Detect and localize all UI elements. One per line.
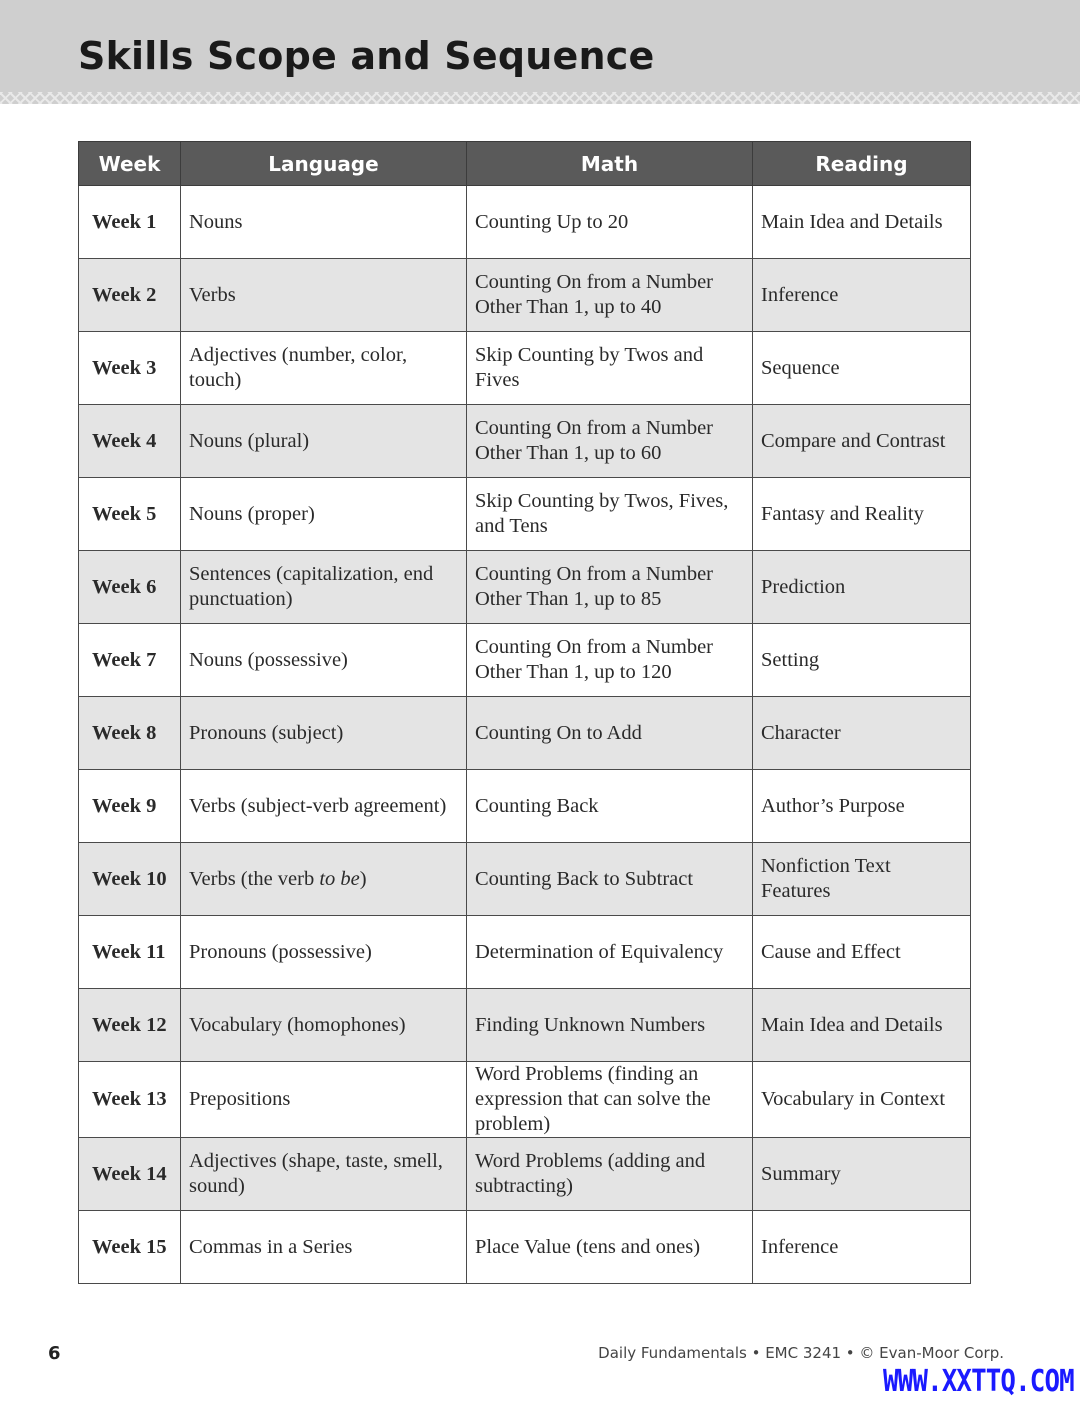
reading-cell: Inference [753, 1211, 971, 1284]
week-cell: Week 6 [79, 551, 181, 624]
week-cell: Week 11 [79, 916, 181, 989]
reading-cell: Prediction [753, 551, 971, 624]
math-cell: Counting Back to Subtract [467, 843, 753, 916]
math-cell: Word Problems (finding an expression that can solve the problem) [467, 1062, 753, 1138]
footer-credit: Daily Fundamentals • EMC 3241 • © Evan-Moor Corp. [598, 1344, 1004, 1362]
language-cell: Prepositions [181, 1062, 467, 1138]
week-cell: Week 8 [79, 697, 181, 770]
week-cell: Week 13 [79, 1062, 181, 1138]
language-cell: Nouns (proper) [181, 478, 467, 551]
week-cell: Week 14 [79, 1138, 181, 1211]
reading-cell: Inference [753, 259, 971, 332]
language-cell: Verbs (the verb to be) [181, 843, 467, 916]
watermark: WWW.XXTTQ.COM [883, 1364, 1074, 1399]
reading-cell: Fantasy and Reality [753, 478, 971, 551]
math-cell: Finding Unknown Numbers [467, 989, 753, 1062]
table-row [79, 843, 971, 916]
reading-cell: Cause and Effect [753, 916, 971, 989]
reading-cell: Main Idea and Details [753, 989, 971, 1062]
week-cell: Week 4 [79, 405, 181, 478]
table-row [79, 697, 971, 770]
math-cell: Place Value (tens and ones) [467, 1211, 753, 1284]
language-cell: Nouns [181, 186, 467, 259]
language-cell: Verbs [181, 259, 467, 332]
math-cell: Skip Counting by Twos, Fives, and Tens [467, 478, 753, 551]
week-cell: Week 12 [79, 989, 181, 1062]
table-row [79, 770, 971, 843]
week-cell: Week 9 [79, 770, 181, 843]
header-language: Language [181, 142, 467, 186]
table-row [79, 624, 971, 697]
language-cell: Vocabulary (homophones) [181, 989, 467, 1062]
header-reading: Reading [753, 142, 971, 186]
table-row [79, 551, 971, 624]
header-week: Week [79, 142, 181, 186]
reading-cell: Author’s Purpose [753, 770, 971, 843]
header-border-pattern [0, 92, 1080, 104]
table-row [79, 405, 971, 478]
week-cell: Week 2 [79, 259, 181, 332]
language-cell: Nouns (possessive) [181, 624, 467, 697]
table-row [79, 916, 971, 989]
math-cell: Counting On from a Number Other Than 1, up to 120 [467, 624, 753, 697]
week-cell: Week 7 [79, 624, 181, 697]
reading-cell: Character [753, 697, 971, 770]
language-cell: Pronouns (possessive) [181, 916, 467, 989]
table-row [79, 1138, 971, 1211]
reading-cell: Setting [753, 624, 971, 697]
table-row [79, 186, 971, 259]
language-cell: Pronouns (subject) [181, 697, 467, 770]
math-cell: Counting On from a Number Other Than 1, up to 85 [467, 551, 753, 624]
week-cell: Week 5 [79, 478, 181, 551]
week-cell: Week 15 [79, 1211, 181, 1284]
reading-cell: Main Idea and Details [753, 186, 971, 259]
math-cell: Determination of Equivalency [467, 916, 753, 989]
table-row [79, 259, 971, 332]
math-cell: Counting Back [467, 770, 753, 843]
table-row [79, 478, 971, 551]
reading-cell: Vocabulary in Context [753, 1062, 971, 1138]
math-cell: Counting On from a Number Other Than 1, up to 60 [467, 405, 753, 478]
reading-cell: Sequence [753, 332, 971, 405]
math-cell: Counting On from a Number Other Than 1, up to 40 [467, 259, 753, 332]
math-cell: Skip Counting by Twos and Fives [467, 332, 753, 405]
table-row [79, 332, 971, 405]
week-cell: Week 1 [79, 186, 181, 259]
math-cell: Counting On to Add [467, 697, 753, 770]
math-cell: Word Problems (adding and subtracting) [467, 1138, 753, 1211]
table-header-row [79, 142, 971, 186]
reading-cell: Compare and Contrast [753, 405, 971, 478]
header-math: Math [467, 142, 753, 186]
scope-sequence-table [78, 141, 971, 1284]
reading-cell: Nonfiction Text Features [753, 843, 971, 916]
language-cell: Adjectives (number, color, touch) [181, 332, 467, 405]
language-cell: Adjectives (shape, taste, smell, sound) [181, 1138, 467, 1211]
language-cell: Verbs (subject-verb agreement) [181, 770, 467, 843]
math-cell: Counting Up to 20 [467, 186, 753, 259]
language-cell: Nouns (plural) [181, 405, 467, 478]
reading-cell: Summary [753, 1138, 971, 1211]
language-cell: Sentences (capitalization, end punctuation) [181, 551, 467, 624]
table-row [79, 989, 971, 1062]
table-row [79, 1062, 971, 1138]
week-cell: Week 3 [79, 332, 181, 405]
week-cell: Week 10 [79, 843, 181, 916]
page-number: 6 [48, 1343, 61, 1364]
page-title: Skills Scope and Sequence [78, 34, 655, 78]
language-cell: Commas in a Series [181, 1211, 467, 1284]
table-row [79, 1211, 971, 1284]
